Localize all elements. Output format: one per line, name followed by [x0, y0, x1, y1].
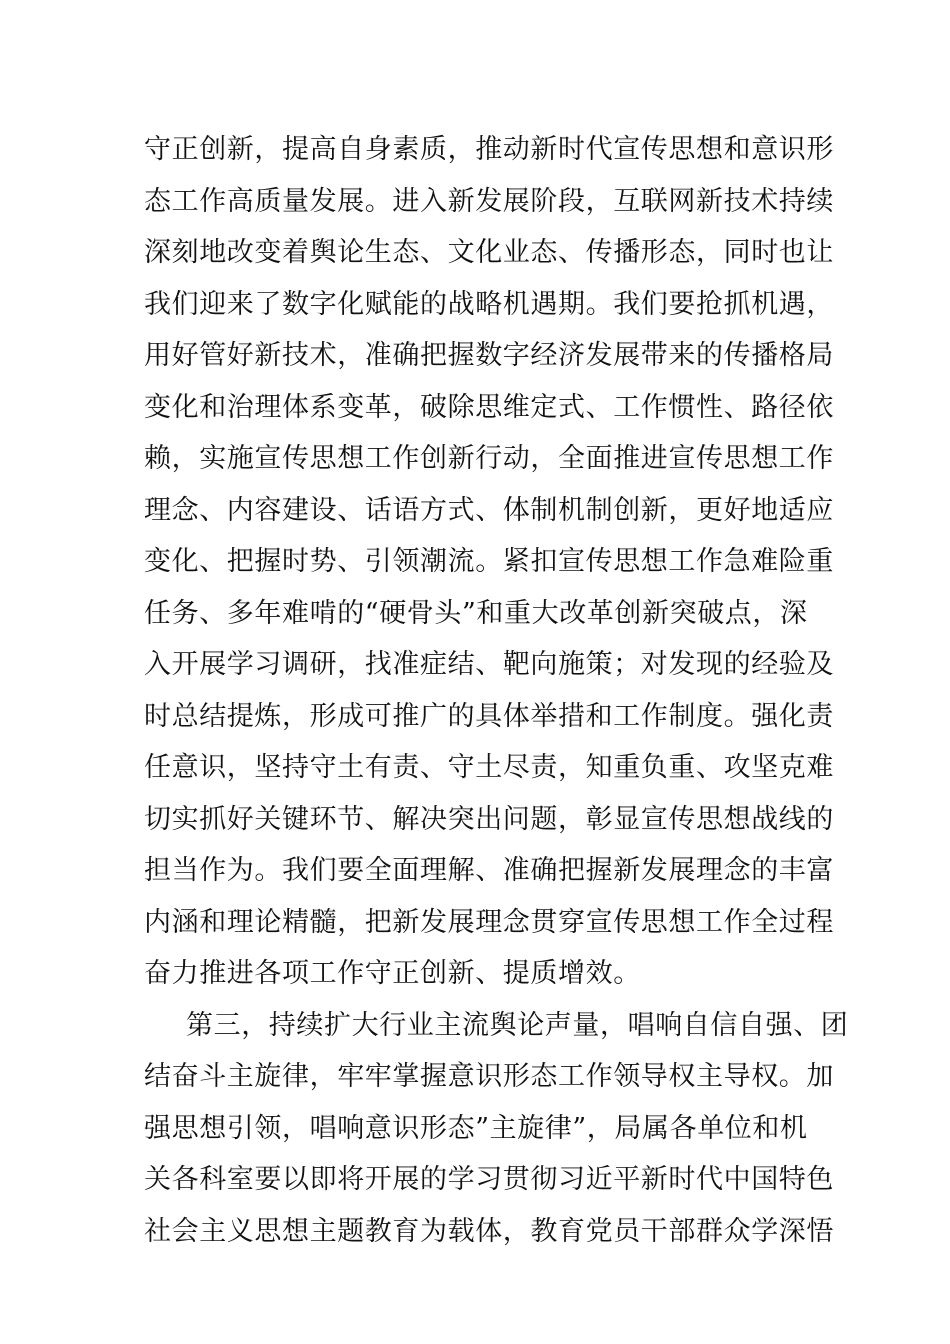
text-line: 关各科室要以即将开展的学习贯彻习近平新时代中国特色: [144, 1164, 834, 1195]
text-line: 守正创新，提高自身素质，推动新时代宣传思想和意识形: [144, 134, 834, 165]
paragraph-start-line: 第三，持续扩大行业主流舆论声量，唱响自信自强、团: [186, 1009, 849, 1041]
text-line: 强思想引领，唱响意识形态”主旋律”，局属各单位和机: [144, 1112, 808, 1144]
text-line: 切实抓好关键环节、解决突出问题，彰显宣传思想战线的: [144, 803, 834, 835]
text-line: 时总结提炼，形成可推广的具体举措和工作制度。强化责: [144, 700, 834, 732]
text-line: 担当作为。我们要全面理解、准确把握新发展理念的丰富: [144, 855, 834, 886]
text-line: 奋力推进各项工作守正创新、提质增效。: [144, 958, 641, 989]
text-line: 我们迎来了数字化赋能的战略机遇期。我们要抢抓机遇，: [144, 288, 834, 320]
text-line: 变化和治理体系变革，破除思维定式、工作惯性、路径依: [144, 391, 834, 423]
text-line: 态工作高质量发展。进入新发展阶段，互联网新技术持续: [144, 185, 834, 217]
text-line: 赖，实施宣传思想工作创新行动，全面推进宣传思想工作: [144, 443, 834, 474]
text-line: 入开展学习调研，找准症结、靶向施策；对发现的经验及: [144, 649, 834, 680]
body-text: [144, 124, 849, 1257]
text-line: 任意识，坚持守土有责、守土尽责，知重负重、攻坚克难: [144, 752, 834, 783]
text-line: 深刻地改变着舆论生态、文化业态、传播形态，同时也让: [144, 237, 834, 268]
text-line: 用好管好新技术，准确把握数字经济发展带来的传播格局: [144, 340, 834, 371]
text-line: 任务、多年难啃的“硬骨头”和重大改革创新突破点，深: [144, 597, 808, 629]
text-line: 内涵和理论精髓，把新发展理念贯穿宣传思想工作全过程: [144, 906, 834, 938]
text-line: 结奋斗主旋律，牢牢掌握意识形态工作领导权主导权。加: [144, 1061, 834, 1092]
text-line: 理念、内容建设、话语方式、体制机制创新，更好地适应: [144, 494, 834, 526]
text-line: 变化、把握时势、引领潮流。紧扣宣传思想工作急难险重: [144, 546, 834, 577]
text-line: 社会主义思想主题教育为载体，教育党员干部群众学深悟: [144, 1215, 834, 1247]
